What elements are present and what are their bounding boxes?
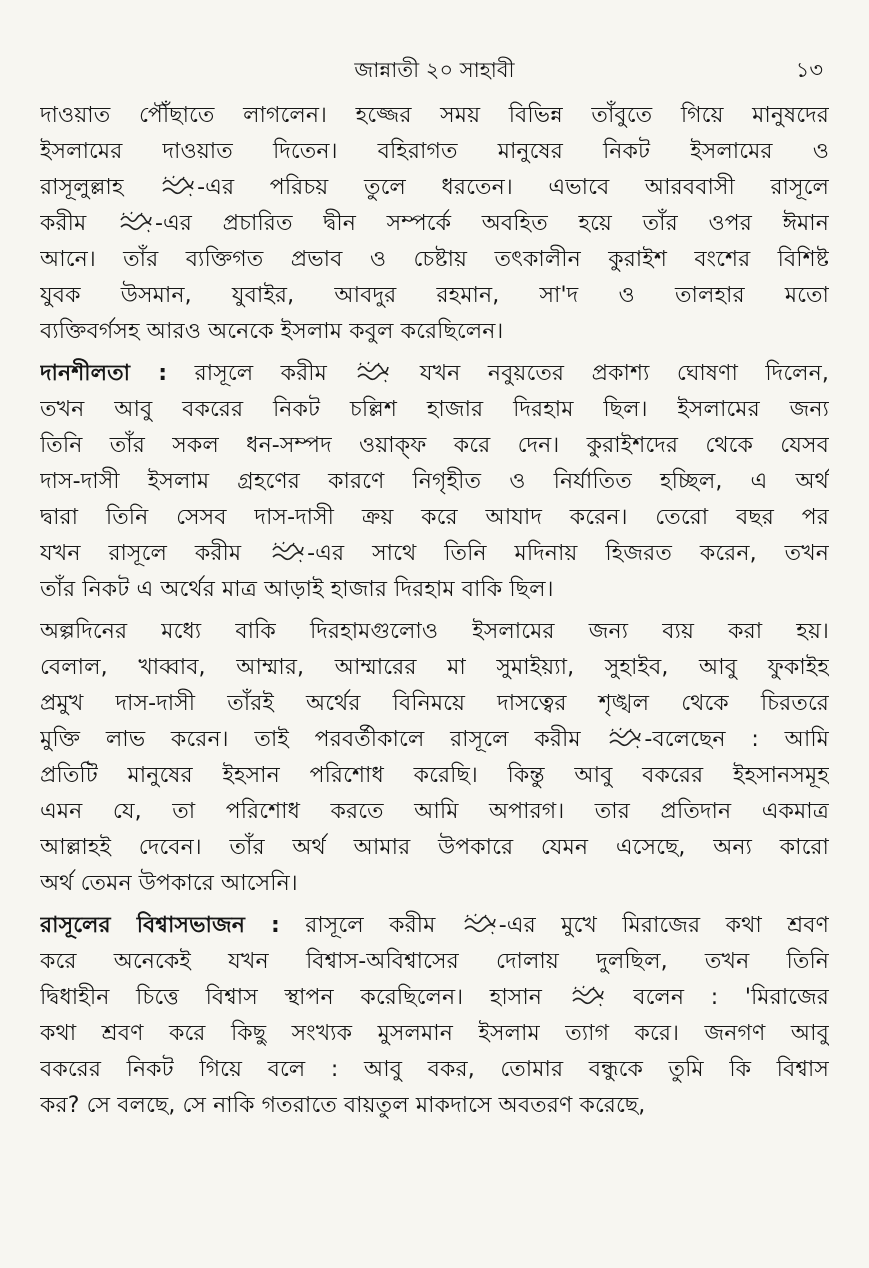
text-segment: অর্থ তেমন উপকারে আসেনি।	[40, 871, 298, 896]
text-segment: -এর সাথে তিনি মদিনায় হিজরত করেন, তখন	[307, 541, 829, 566]
text-line	[40, 980, 829, 1016]
text-line	[40, 206, 829, 242]
page-number: ১৩	[795, 58, 823, 82]
text-line	[40, 1088, 829, 1124]
text-line	[40, 98, 829, 134]
text-segment: রাসূলে করীম	[167, 361, 355, 386]
salutation-icon	[119, 211, 153, 233]
text-line	[40, 134, 829, 170]
text-line	[40, 242, 829, 278]
page-header	[40, 50, 829, 90]
text-segment: দ্বারা তিনি সেসব দাস-দাসী ক্রয় করে আযাদ করেন। তেরো বছর পর	[40, 505, 829, 530]
text-segment: তাঁর নিকট এ অর্থের মাত্র আড়াই হাজার দিরহাম বাকি ছিল।	[40, 577, 554, 602]
text-segment: তিনি তাঁর সকল ধন-সম্পদ ওয়াক্ফ করে দেন। কুরাইশদের থেকে যেসব	[40, 433, 829, 458]
text-segment: -এর পরিচয় তুলে ধরতেন। এভাবে আরববাসী রাসূলে	[197, 175, 829, 200]
text-segment: বলেন : 'মিরাজের	[606, 985, 829, 1010]
text-line	[40, 278, 829, 314]
body-text	[40, 98, 829, 1130]
paragraph	[40, 614, 829, 902]
salutation-icon	[571, 985, 605, 1007]
text-line	[40, 944, 829, 980]
text-segment: প্রমুখ দাস-দাসী তাঁরই অর্থের বিনিময়ে দাসত্বের শৃঙ্খল থেকে চিরতরে	[40, 691, 829, 716]
paragraph	[40, 908, 829, 1124]
text-line	[40, 536, 829, 572]
text-line	[40, 428, 829, 464]
text-line	[40, 866, 829, 902]
text-line	[40, 794, 829, 830]
text-line	[40, 758, 829, 794]
text-line	[40, 686, 829, 722]
text-segment: অল্পদিনের মধ্যে বাকি দিরহামগুলোও ইসলামের জন্য ব্যয় করা হয়।	[40, 619, 829, 644]
text-segment: প্রতিটি মানুষের ইহসান পরিশোধ করেছি। কিন্তু আবু বকরের ইহসানসমূহ	[40, 763, 829, 788]
text-line	[40, 356, 829, 392]
text-line	[40, 1016, 829, 1052]
paragraph-heading: রাসূলের বিশ্বাসভাজন :	[40, 913, 280, 938]
text-line	[40, 650, 829, 686]
text-segment: যুবক উসমান, যুবাইর, আবদুর রহমান, সা'দ ও তালহার মতো	[40, 283, 829, 308]
text-segment: বকরের নিকট গিয়ে বলে : আবু বকর, তোমার বন্ধুকে তুমি কি বিশ্বাস	[40, 1057, 829, 1082]
salutation-icon	[356, 361, 390, 383]
text-line	[40, 500, 829, 536]
text-segment: রাসূলুল্লাহ	[40, 175, 160, 200]
salutation-icon	[463, 913, 497, 935]
text-segment: মুক্তি লাভ করেন। তাই পরবর্তীকালে রাসূলে করীম	[40, 727, 607, 752]
text-line	[40, 722, 829, 758]
text-segment: যখন নবুয়তের প্রকাশ্য ঘোষণা দিলেন,	[392, 361, 829, 386]
text-segment: যখন রাসূলে করীম	[40, 541, 270, 566]
text-line	[40, 464, 829, 500]
text-segment: -এর প্রচারিত দ্বীন সম্পর্কে অবহিত হয়ে তাঁর ওপর ঈমান	[154, 211, 829, 236]
text-segment: আল্লাহই দেবেন। তাঁর অর্থ আমার উপকারে যেমন এসেছে, অন্য কারো	[40, 835, 829, 860]
text-segment: দাওয়াত পৌঁছাতে লাগলেন। হজ্জের সময় বিভিন্ন তাঁবুতে গিয়ে মানুষদের	[40, 103, 829, 128]
text-line	[40, 614, 829, 650]
paragraph	[40, 356, 829, 608]
text-segment: আনে। তাঁর ব্যক্তিগত প্রভাব ও চেষ্টায় তৎকালীন কুরাইশ বংশের বিশিষ্ট	[40, 247, 829, 272]
text-segment: দ্বিধাহীন চিত্তে বিশ্বাস স্থাপন করেছিলেন। হাসান	[40, 985, 569, 1010]
text-line	[40, 170, 829, 206]
text-segment: কর? সে বলছে, সে নাকি গতরাতে বায়তুল মাকদাসে অবতরণ করেছে,	[40, 1093, 646, 1118]
text-line	[40, 314, 829, 350]
text-segment: -বলেছেন : আমি	[644, 727, 829, 752]
text-line	[40, 572, 829, 608]
text-line	[40, 830, 829, 866]
text-segment: রাসূলে করীম	[279, 913, 461, 938]
paragraph-heading: দানশীলতা :	[40, 361, 168, 386]
text-segment: কথা শ্রবণ করে কিছু সংখ্যক মুসলমান ইসলাম ত্যাগ করে। জনগণ আবু	[40, 1021, 829, 1046]
text-line	[40, 1052, 829, 1088]
text-segment: ইসলামের দাওয়াত দিতেন। বহিরাগত মানুষের নিকট ইসলামের ও	[40, 139, 829, 164]
text-segment: করীম	[40, 211, 117, 236]
text-segment: -এর মুখে মিরাজের কথা শ্রবণ	[498, 913, 829, 938]
text-segment: বেলাল, খাব্বাব, আম্মার, আম্মারের মা সুমাইয়্যা, সুহাইব, আবু ফুকাইহ	[40, 655, 829, 680]
text-segment: ব্যক্তিবর্গসহ আরও অনেকে ইসলাম কবুল করেছিলেন।	[40, 319, 504, 344]
text-line	[40, 392, 829, 428]
salutation-icon	[161, 175, 195, 197]
text-line	[40, 908, 829, 944]
salutation-icon	[608, 727, 642, 749]
paragraph	[40, 98, 829, 350]
text-segment: করে অনেকেই যখন বিশ্বাস-অবিশ্বাসের দোলায় দুলছিল, তখন তিনি	[40, 949, 829, 974]
text-segment: এমন যে, তা পরিশোধ করতে আমি অপারগ। তার প্রতিদান একমাত্র	[40, 799, 829, 824]
text-segment: তখন আবু বকরের নিকট চল্লিশ হাজার দিরহাম ছিল। ইসলামের জন্য	[40, 397, 829, 422]
running-title: জান্নাতী ২০ সাহাবী	[354, 58, 515, 82]
salutation-icon	[271, 541, 305, 563]
text-segment: দাস-দাসী ইসলাম গ্রহণের কারণে নিগৃহীত ও নির্যাতিত হচ্ছিল, এ অর্থ	[40, 469, 829, 494]
